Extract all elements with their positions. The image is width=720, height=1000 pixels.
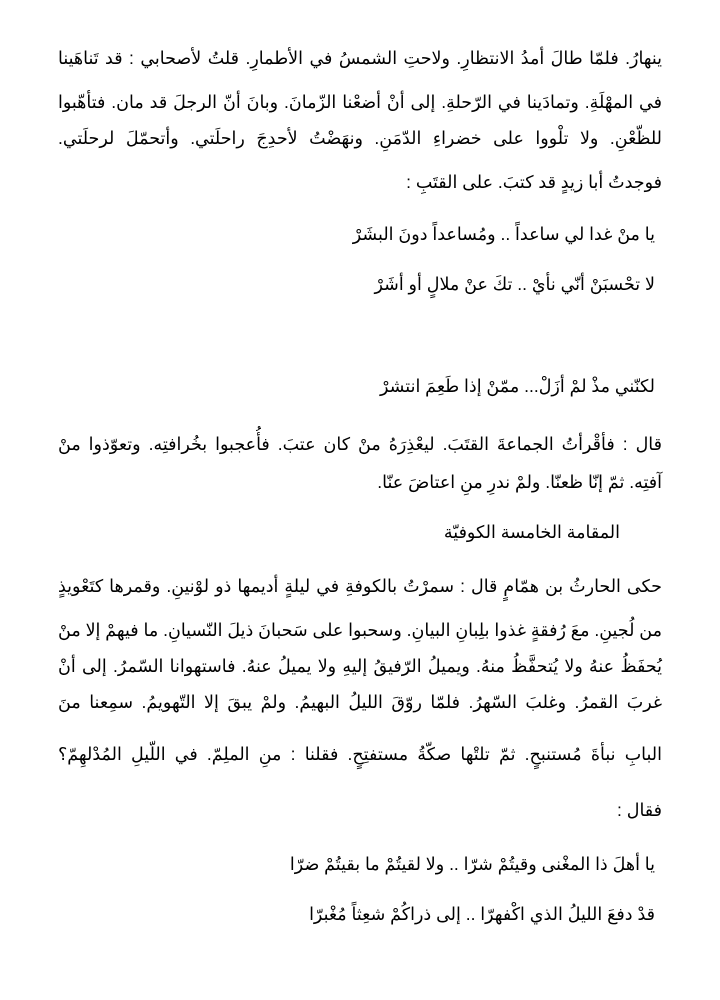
paragraph-line: للظّعْنِ. ولا تلْووا على خضراءِ الدّمَنِ. ونهَضْتُ لأحدِجَ راحلَتي. وأتحمّلَ لرحلَتي.: [58, 128, 662, 148]
paragraph-line: حكى الحارثُ بن همّامٍ قال : سمرْتُ بالكوفةِ في ليلةٍ أديمها ذو لوْنينِ. وقمرها كتَعْويذٍ: [58, 576, 662, 596]
paragraph-line: فقال :: [617, 800, 662, 820]
paragraph-line: قال : فأقْرأتُ الجماعةَ القتَبَ. ليعْذِرَهُ منْ كان عتبَ. فأُعجبوا بخُرافتِه. وتعوّذوا منْ: [58, 434, 662, 454]
paragraph-line: ينهارُ. فلمّا طالَ أمدُ الانتظارِ. ولاحتِ الشمسُ في الأطمارِ. قلتُ لأصحابي : قد تَناهَينا: [58, 48, 662, 68]
paragraph-line: البابِ نبأةَ مُستنبحٍ. ثمّ تلتْها صكّةُ مستفتِحٍ. فقلنا : منِ الملِمّ. في اللّيلِ المُدْلهِمّ؟: [58, 744, 662, 764]
paragraph-line: غربَ القمرُ. وغلبَ السّهرُ. فلمّا روّقَ الليلُ البهيمُ. ولمْ يبقَ إلا التّهويمُ. سمِعنا منَ: [58, 692, 662, 712]
verse-line: لا تحْسبَنْ أنّي نأيْ .. تكَ عنْ ملالٍ أو أشَرْ: [374, 274, 655, 294]
paragraph-line: من لُجينِ. معَ رُفقةٍ غذوا بلِبانِ البيانِ. وسحبوا على سَحبانَ ذيلَ النّسيانِ. ما فيهمْ إلا منْ: [58, 620, 662, 640]
paragraph-line: آفتِه. ثمّ إنّا ظعنّا. ولمْ ندرِ منِ اعتاضَ عنّا.: [377, 472, 662, 492]
section-heading: المقامة الخامسة الكوفيّة: [443, 522, 620, 542]
paragraph-line: فوجدتُ أبا زيدٍ قد كتبَ. على القتَبِ :: [406, 172, 662, 192]
verse-line: قدْ دفعَ الليلُ الذي اكْفهرّا .. إلى ذراكُمْ شعِثاً مُغْبرّا: [309, 904, 655, 924]
paragraph-line: في المهْلَةِ. وتمادَينا في الرّحلةِ. إلى أنْ أضعْنا الزّمانَ. وبانَ أنّ الرجلَ قد مان. فتأهّبوا: [58, 92, 662, 112]
verse-line: يا أهلَ ذا المغْنى وقيتُمْ شرّا .. ولا لقيتُمْ ما بقيتُمْ ضرّا: [289, 854, 655, 874]
verse-line: يا منْ غدا لي ساعداً .. ومُساعداً دونَ البشَرْ: [352, 224, 655, 244]
verse-line: لكنّني مذْ لمْ أزَلْ... ممّنْ إذا طَعِمَ انتشرْ: [380, 376, 655, 396]
paragraph-line: يُحفَظُ عنهُ ولا يُتحفَّظُ منهُ. ويميلُ الرّفيقُ إليهِ ولا يميلُ عنهُ. فاستهوانا السّمرُ. إلى أنْ: [58, 656, 662, 676]
